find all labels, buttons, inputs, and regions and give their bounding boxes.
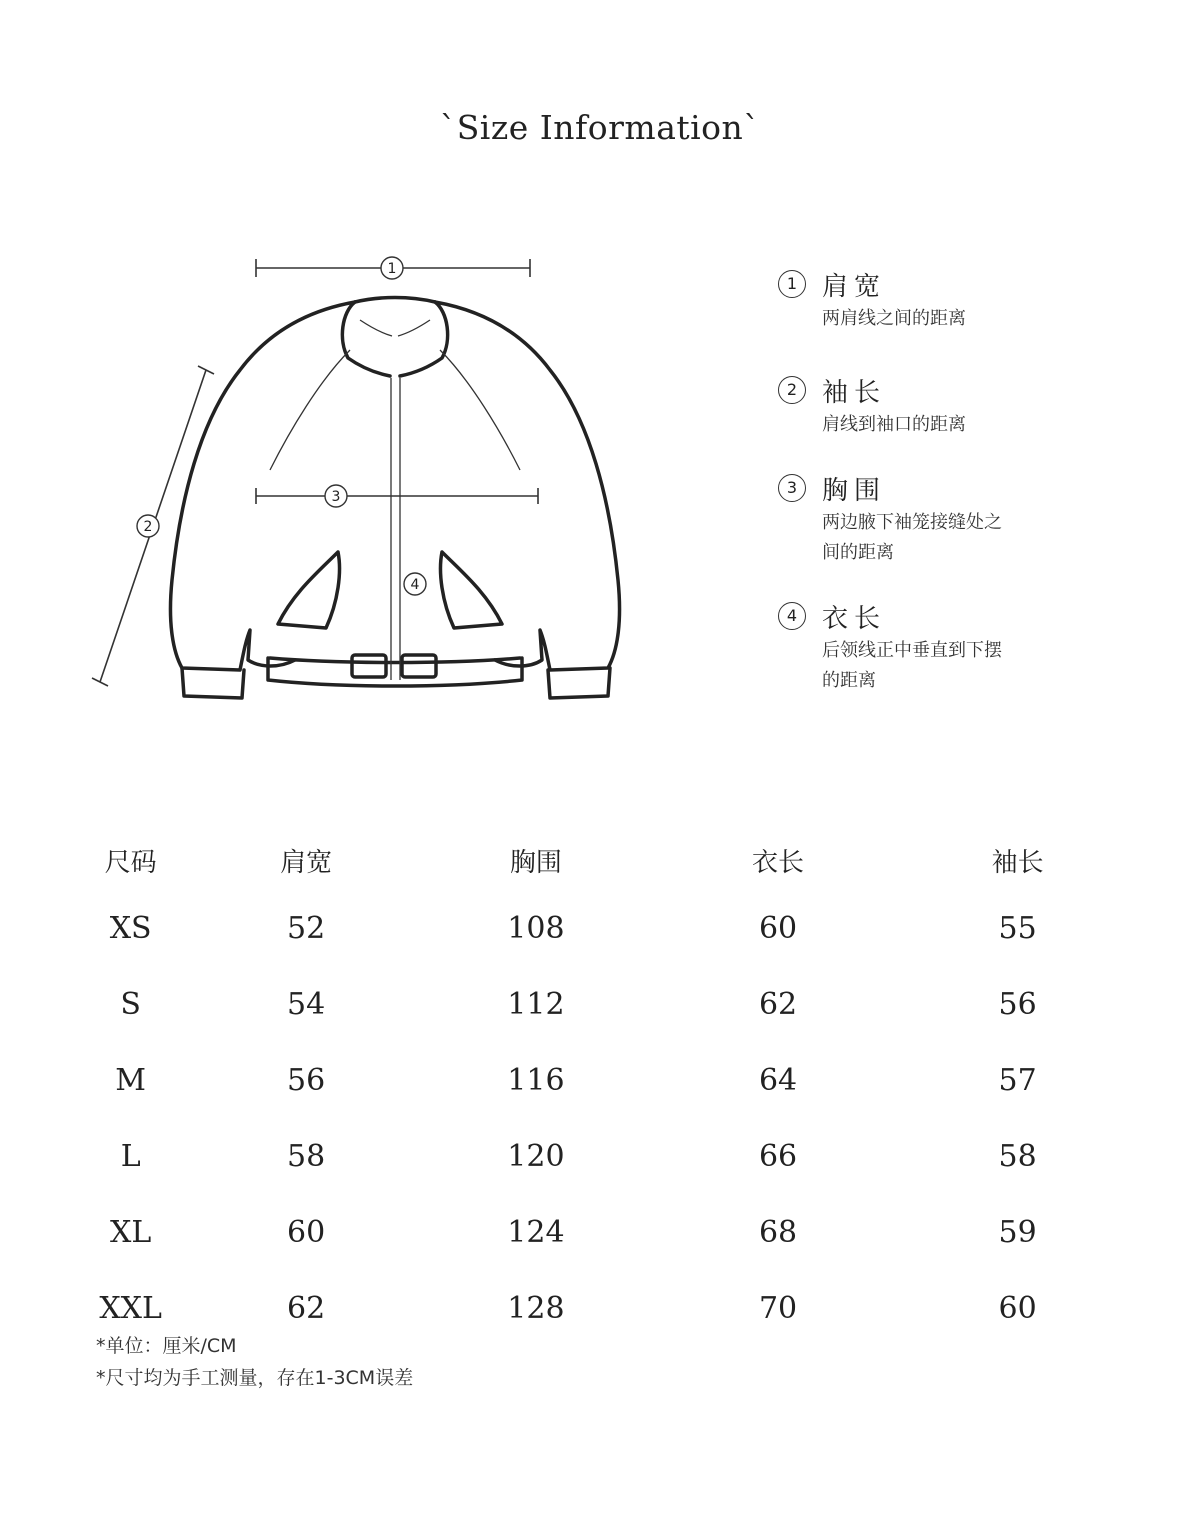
cell-size: L — [120, 1138, 141, 1174]
cell-size: M — [115, 1062, 146, 1098]
marker-4: 4 — [410, 577, 420, 593]
jacket-diagram — [80, 250, 640, 720]
size-table — [70, 830, 1130, 1346]
cell-shoulder: 52 — [287, 910, 326, 946]
page-title: `Size Information` — [439, 108, 761, 147]
table-row — [70, 1194, 1130, 1270]
header-sleeve: 袖长 — [991, 847, 1044, 878]
cell-sleeve: 60 — [998, 1290, 1037, 1326]
cell-chest: 120 — [507, 1138, 565, 1174]
cell-size: S — [120, 986, 141, 1022]
cell-chest: 124 — [507, 1214, 565, 1250]
cell-chest: 108 — [507, 910, 565, 946]
cell-chest: 128 — [507, 1290, 565, 1326]
legend-desc: 后领线正中垂直到下摆的距离 — [822, 640, 1002, 691]
cell-size: XS — [109, 910, 152, 946]
footnotes — [96, 1330, 413, 1394]
cell-length: 66 — [758, 1138, 798, 1174]
legend-name: 肩宽 — [822, 271, 887, 302]
cell-shoulder: 58 — [287, 1138, 326, 1174]
legend-number: 1 — [778, 270, 806, 298]
cell-shoulder: 62 — [287, 1290, 326, 1326]
cell-length: 70 — [758, 1290, 798, 1326]
cell-sleeve: 59 — [998, 1214, 1037, 1250]
cell-shoulder: 60 — [287, 1214, 326, 1250]
cell-sleeve: 55 — [998, 910, 1037, 946]
cell-sleeve: 56 — [998, 986, 1037, 1022]
cell-sleeve: 57 — [998, 1062, 1037, 1098]
cell-length: 64 — [758, 1062, 798, 1098]
legend-name: 胸围 — [822, 475, 887, 506]
tolerance-note: *尺寸均为手工测量，存在1-3CM误差 — [96, 1367, 414, 1389]
legend-name: 袖长 — [822, 377, 887, 408]
header-chest: 胸围 — [509, 847, 562, 878]
legend-item-chest — [776, 468, 1002, 568]
cell-length: 60 — [758, 910, 798, 946]
legend-number: 2 — [778, 376, 806, 404]
cell-shoulder: 54 — [287, 986, 326, 1022]
cell-shoulder: 56 — [287, 1062, 326, 1098]
cell-length: 68 — [758, 1214, 798, 1250]
legend-item-sleeve — [776, 370, 1002, 440]
legend-number: 3 — [778, 474, 806, 502]
cell-sleeve: 58 — [998, 1138, 1037, 1174]
cell-chest: 116 — [507, 1062, 565, 1098]
legend-item-length — [776, 596, 1002, 696]
marker-2: 2 — [143, 519, 153, 535]
table-row — [70, 1118, 1130, 1194]
legend-desc: 肩线到袖口的距离 — [822, 414, 966, 435]
cell-size: XXL — [99, 1290, 162, 1326]
header-length: 衣长 — [752, 847, 805, 878]
header-shoulder: 肩宽 — [280, 847, 333, 878]
legend-number: 4 — [778, 602, 806, 630]
marker-3: 3 — [331, 489, 341, 505]
cell-length: 62 — [758, 986, 798, 1022]
cell-chest: 112 — [507, 986, 565, 1022]
cell-size: XL — [110, 1214, 152, 1250]
legend-desc: 两肩线之间的距离 — [822, 308, 966, 329]
table-row — [70, 1042, 1130, 1118]
header-size: 尺码 — [104, 847, 157, 878]
marker-1: 1 — [387, 261, 397, 277]
legend-name: 衣长 — [822, 603, 887, 634]
legend-item-shoulder — [776, 264, 1002, 334]
table-row — [70, 890, 1130, 966]
table-header-row — [70, 830, 1130, 890]
legend-desc: 两边腋下袖笼接缝处之间的距离 — [822, 512, 1002, 563]
table-row — [70, 966, 1130, 1042]
unit-note: *单位：厘米/CM — [96, 1335, 237, 1357]
